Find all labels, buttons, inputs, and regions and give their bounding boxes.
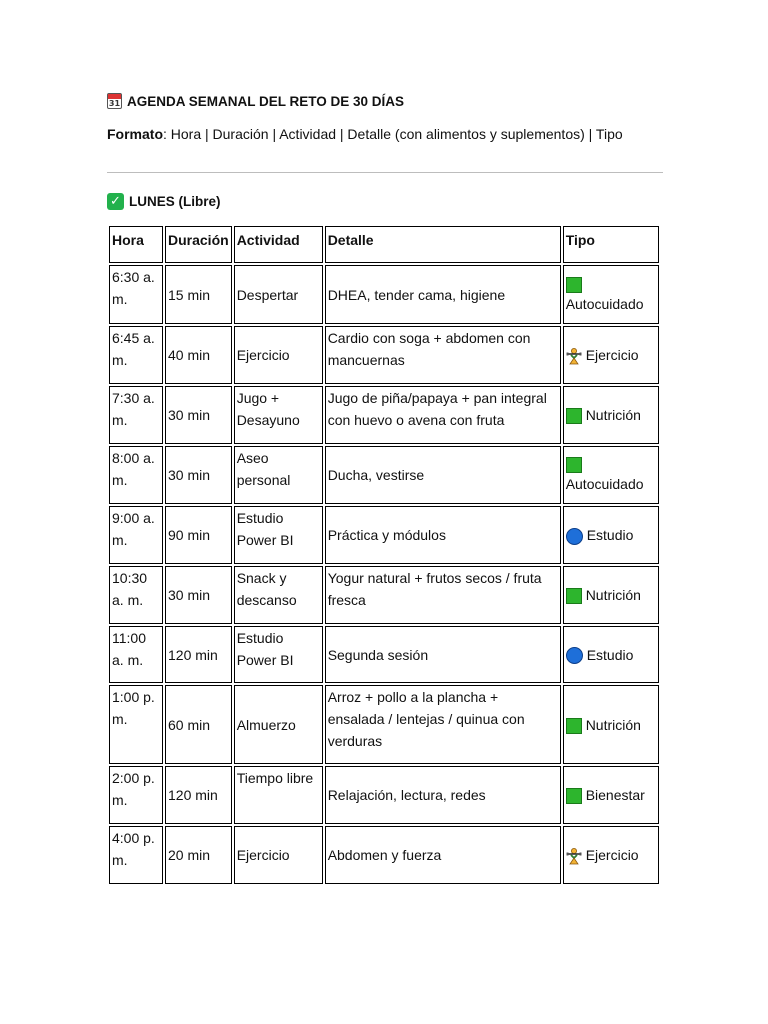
day-heading [107, 193, 221, 210]
table-header-row [109, 226, 659, 263]
blue-circle-icon [566, 528, 583, 545]
cell-hora: 11:00 a. m. [109, 626, 163, 683]
cell-detalle: DHEA, tender cama, higiene [325, 265, 561, 324]
cell-detalle: Jugo de piña/papaya + pan integral con huevo o avena con fruta [325, 386, 561, 444]
tipo-label: Estudio [586, 527, 634, 543]
cell-detalle: Abdomen y fuerza [325, 826, 561, 884]
cell-duracion: 20 min [165, 826, 232, 884]
cell-duracion: 15 min [165, 265, 232, 324]
tipo-label: Nutrición [585, 407, 641, 423]
cell-tipo [563, 386, 659, 444]
table-row [109, 826, 659, 884]
green-square-icon [566, 408, 582, 424]
cell-tipo [563, 265, 659, 324]
table-row [109, 626, 659, 683]
green-square-icon [566, 277, 582, 293]
cell-detalle: Relajación, lectura, redes [325, 766, 561, 824]
checkmark-icon: ✓ [107, 193, 124, 210]
column-header-hora: Hora [109, 226, 163, 263]
tipo-label: Ejercicio [585, 347, 639, 363]
cell-detalle: Práctica y módulos [325, 506, 561, 564]
agenda-title-text: AGENDA SEMANAL DEL RETO DE 30 DÍAS [127, 93, 405, 109]
format-text: : Hora | Duración | Actividad | Detalle (con alimentos y suplementos) | Tipo [163, 126, 623, 142]
cell-tipo [563, 326, 659, 384]
cell-duracion: 30 min [165, 566, 232, 624]
cell-hora: 8:00 a. m. [109, 446, 163, 504]
agenda-title [107, 93, 404, 109]
horizontal-divider [107, 172, 663, 173]
cell-tipo [563, 566, 659, 624]
cell-tipo [563, 506, 659, 564]
cell-detalle: Arroz + pollo a la plancha + ensalada / lentejas / quinua con verduras [325, 685, 561, 764]
table-row [109, 446, 659, 504]
table-row [109, 566, 659, 624]
cell-actividad: Almuerzo [234, 685, 323, 764]
cell-tipo [563, 685, 659, 764]
tipo-label: Autocuidado [565, 476, 644, 492]
format-label: Formato [107, 126, 163, 142]
cell-duracion: 30 min [165, 386, 232, 444]
tipo-label: Nutrición [585, 587, 641, 603]
cell-hora: 2:00 p. m. [109, 766, 163, 824]
cell-tipo [563, 766, 659, 824]
format-line [107, 126, 623, 142]
table-row [109, 766, 659, 824]
cell-actividad: Aseo personal [234, 446, 323, 504]
calendar-icon: 31 [107, 93, 122, 109]
tipo-label: Autocuidado [565, 295, 644, 312]
table-row [109, 326, 659, 384]
cell-duracion: 40 min [165, 326, 232, 384]
cell-detalle: Yogur natural + frutos secos / fruta fresca [325, 566, 561, 624]
tipo-label: Estudio [586, 646, 634, 663]
cell-actividad: Jugo + Desayuno [234, 386, 323, 444]
cell-tipo [563, 446, 659, 504]
cell-duracion: 90 min [165, 506, 232, 564]
day-heading-text: LUNES (Libre) [129, 194, 221, 209]
cell-tipo [563, 626, 659, 683]
cell-hora: 10:30 a. m. [109, 566, 163, 624]
table-row [109, 685, 659, 764]
tipo-label: Ejercicio [585, 847, 639, 863]
cell-actividad: Estudio Power BI [234, 506, 323, 564]
column-header-detalle: Detalle [325, 226, 561, 263]
cell-actividad: Ejercicio [234, 826, 323, 884]
cell-hora: 1:00 p. m. [109, 685, 163, 764]
cell-hora: 6:30 a. m. [109, 265, 163, 324]
cell-duracion: 120 min [165, 626, 232, 683]
weightlifter-icon [566, 847, 582, 865]
tipo-label: Bienestar [585, 787, 645, 803]
cell-actividad: Ejercicio [234, 326, 323, 384]
cell-actividad: Estudio Power BI [234, 626, 323, 683]
table-row [109, 265, 659, 324]
cell-tipo [563, 826, 659, 884]
cell-actividad: Tiempo libre [234, 766, 323, 824]
weightlifter-icon [566, 347, 582, 365]
cell-hora: 7:30 a. m. [109, 386, 163, 444]
cell-actividad: Snack y descanso [234, 566, 323, 624]
cell-hora: 4:00 p. m. [109, 826, 163, 884]
column-header-duracion: Duración [165, 226, 232, 263]
tipo-label: Nutrición [585, 716, 641, 733]
cell-hora: 9:00 a. m. [109, 506, 163, 564]
green-square-icon [566, 588, 582, 604]
blue-circle-icon [566, 647, 583, 664]
cell-detalle: Ducha, vestirse [325, 446, 561, 504]
cell-duracion: 60 min [165, 685, 232, 764]
column-header-actividad: Actividad [234, 226, 323, 263]
cell-detalle: Segunda sesión [325, 626, 561, 683]
table-row [109, 386, 659, 444]
agenda-table [107, 224, 661, 886]
cell-detalle: Cardio con soga + abdomen con mancuernas [325, 326, 561, 384]
green-square-icon [566, 457, 582, 473]
column-header-tipo: Tipo [563, 226, 659, 263]
green-square-icon [566, 788, 582, 804]
cell-duracion: 120 min [165, 766, 232, 824]
cell-actividad: Despertar [234, 265, 323, 324]
green-square-icon [566, 718, 582, 734]
cell-duracion: 30 min [165, 446, 232, 504]
cell-hora: 6:45 a. m. [109, 326, 163, 384]
table-row [109, 506, 659, 564]
